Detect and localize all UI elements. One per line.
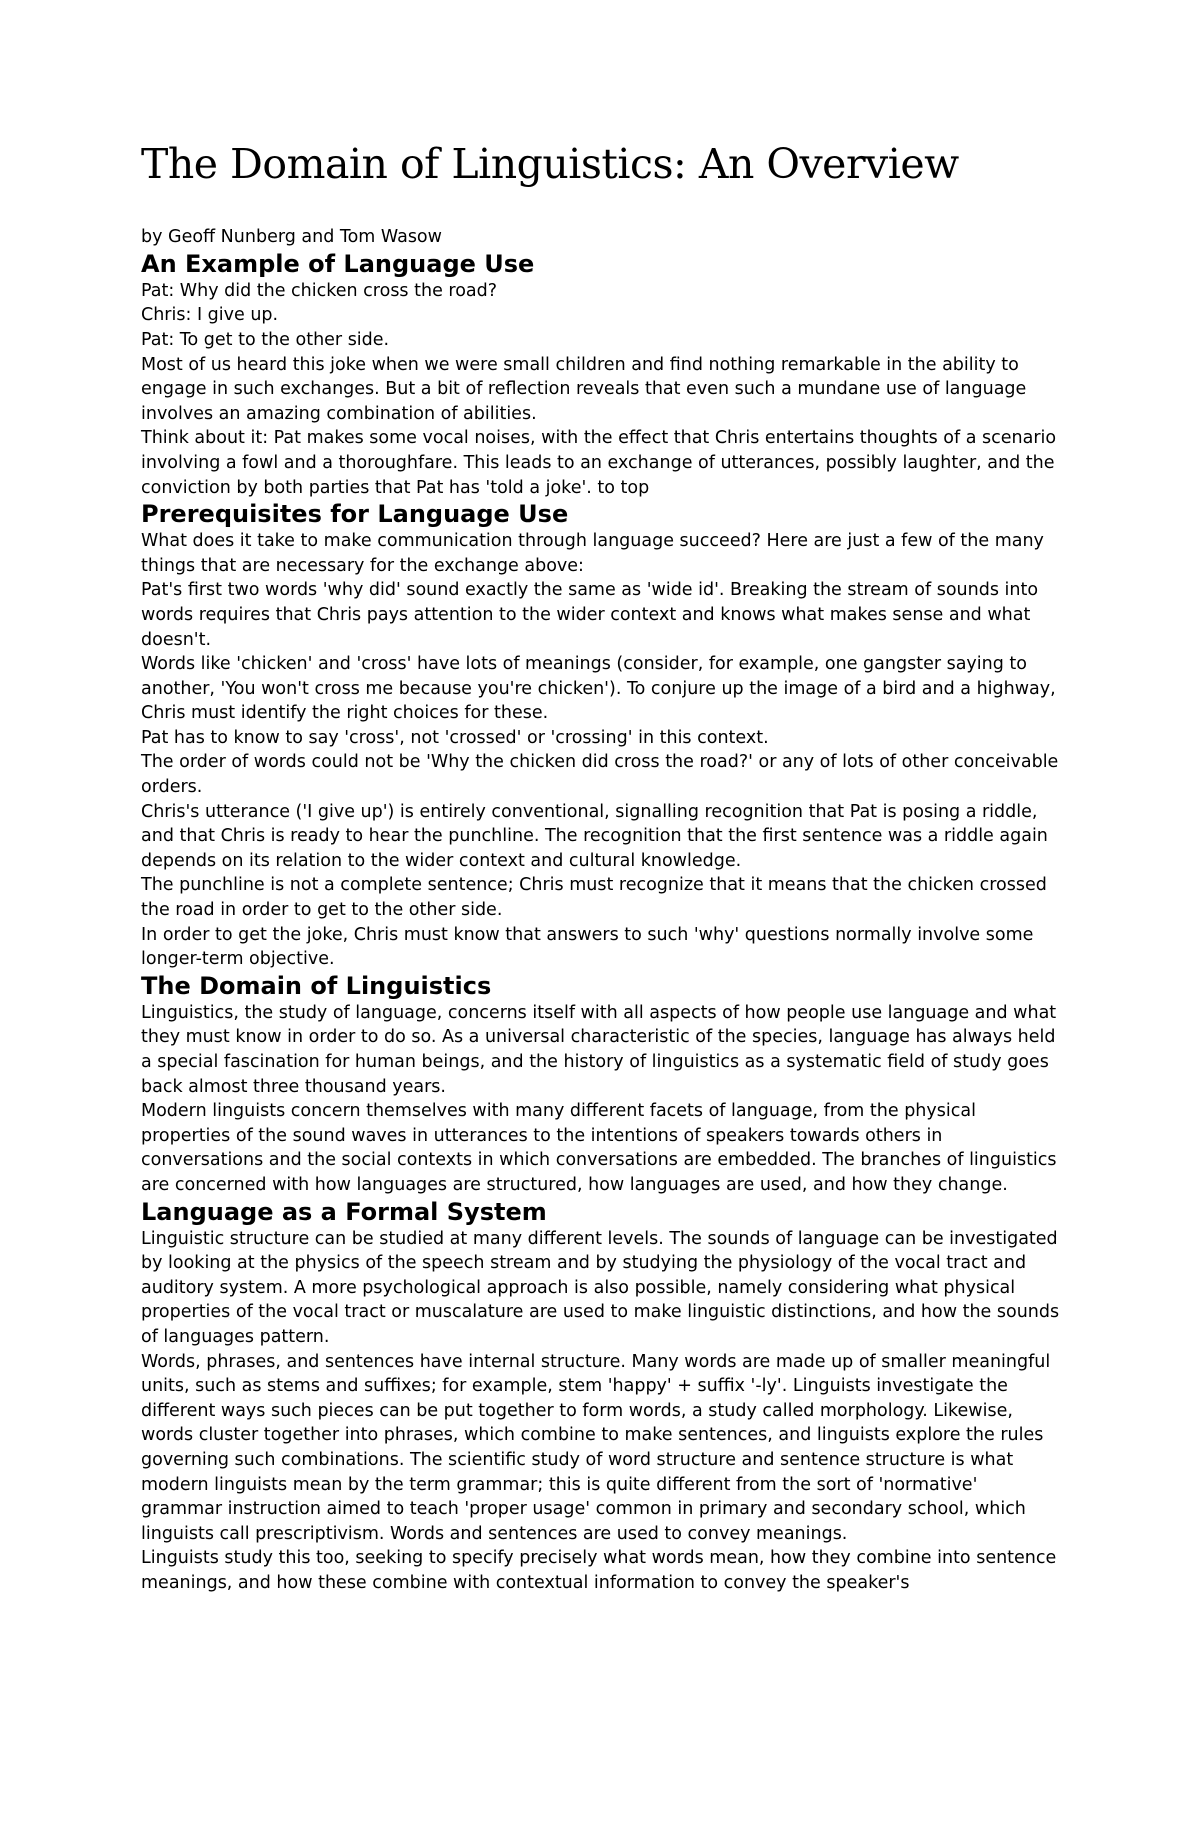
dialogue-line: Chris: I give up.: [141, 305, 279, 326]
body-paragraph: The order of words could not be 'Why the chicken did cross the road?' or any of lots of other conceivable orders.: [141, 752, 1059, 798]
body-paragraph: Most of us heard this joke when we were small children and find nothing remarkable in the ability to engage in such exchanges. But a bit of reflection reveals that even such a mundane use of language involves an amazing combination of abilities.: [141, 354, 1027, 424]
section-heading-example-of-language-use: An Example of Language Use: [141, 249, 535, 278]
body-paragraph: Pat's first two words 'why did' sound exactly the same as 'wide id'. Breaking the stream of sounds into words requires that Chris pays attention to the wider context and knows what makes sense and what doesn't.: [141, 580, 1039, 650]
body-paragraph: In order to get the joke, Chris must know that answers to such 'why' questions normally involve some longer-term objective.: [141, 924, 1034, 970]
body-paragraph: Words like 'chicken' and 'cross' have lots of meanings (consider, for example, one gangster saying to another, 'You won't cross me because you're chicken'). To conjure up the image of a bird and a highway, Chris must identify the right choices for these.: [141, 654, 1056, 724]
document-page: [141, 140, 1061, 1595]
body-paragraph: Think about it: Pat makes some vocal noises, with the effect that Chris entertains thoughts of a scenario involving a fowl and a thoroughfare. This leads to an exchange of utterances, possibly laughter, and the conviction by both parties that Pat has 'told a joke'. to top: [141, 428, 1057, 498]
dialogue-line: Pat: To get to the other side.: [141, 329, 390, 350]
body-paragraph: Linguistics, the study of language, concerns itself with all aspects of how people use language and what they must know in order to do so. As a universal characteristic of the species, language has always held a special fascination for human beings, and the history of linguistics as a systematic field of study goes back almost three thousand years.: [141, 1002, 1057, 1097]
body-paragraph: Modern linguists concern themselves with many different facets of language, from the physical properties of the sound waves in utterances to the intentions of speakers towards others in conversations and the social contexts in which conversations are embedded. The branches of linguistics are concerned with how languages are structured, how languages are used, and how they change.: [141, 1101, 1057, 1195]
body-paragraph: What does it take to make communication through language succeed? Here are just a few of the many things that are necessary for the exchange above:: [141, 531, 1044, 576]
body-paragraph: Chris's utterance ('I give up') is entirely conventional, signalling recognition that Pat is posing a riddle, and that Chris is ready to hear the punchline. The recognition that the first sentence was a riddle again depends on its relation to the wider context and cultural knowledge.: [141, 801, 1048, 871]
section-heading-prerequisites: Prerequisites for Language Use: [141, 500, 569, 529]
body-paragraph: The punchline is not a complete sentence; Chris must recognize that it means that the chicken crossed the road in order to get to the other side.: [141, 875, 1047, 921]
author-byline: by Geoff Nunberg and Tom Wasow: [141, 227, 442, 248]
dialogue-line: Pat: Why did the chicken cross the road?: [141, 280, 498, 301]
body-paragraph: Linguists study this too, seeking to specify precisely what words mean, how they combine into sentence meanings, and how these combine with contextual information to convey the speaker's: [141, 1548, 1057, 1593]
body-paragraph: Linguistic structure can be studied at many different levels. The sounds of language can be investigated by looking at the physics of the speech stream and by studying the physiology of the vocal tract and auditory system. A more psychological approach is also possible, namely considering what physical properties of the vocal tract or muscalature are used to make linguistic distinctions, and how the sounds of languages pattern.: [141, 1228, 1060, 1347]
body-paragraph: Pat has to know to say 'cross', not 'crossed' or 'crossing' in this context.: [141, 727, 769, 748]
section-heading-formal-system: Language as a Formal System: [141, 1197, 547, 1226]
document-title: The Domain of Linguistics: An Overview: [141, 140, 959, 188]
section-heading-domain-of-linguistics: The Domain of Linguistics: [141, 971, 492, 1000]
body-paragraph: Words, phrases, and sentences have internal structure. Many words are made up of smaller meaningful units, such as stems and suffixes; for example, stem 'happy' + suffix '-ly'. Linguists investigate the different ways such pieces can be put together to form words, a study called morphology. Likewise, words cluster together into phrases, which combine to make sentences, and linguists explore the rules governing such combinations. The scientific study of word structure and sentence structure is what modern linguists mean by the term grammar; this is quite different from the sort of 'normative' grammar instruction aimed to teach 'proper usage' common in primary and secondary school, which linguists call prescriptivism. Words and sentences are used to convey meanings.: [141, 1351, 1051, 1544]
